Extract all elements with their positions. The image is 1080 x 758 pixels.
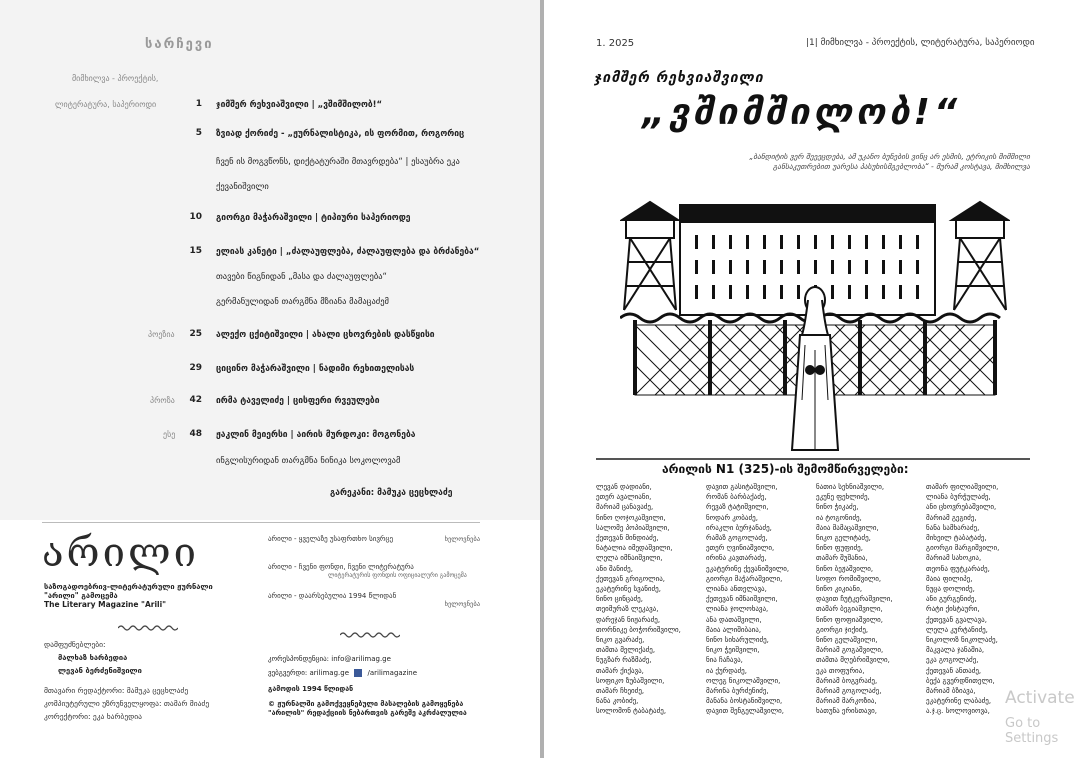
toc-page-number: 15 xyxy=(189,246,202,256)
donor-name: ირაკლი ბურჯანაძე, xyxy=(706,523,772,532)
donor-column xyxy=(706,482,789,717)
toc-title: სარჩევი xyxy=(145,37,214,52)
toc-entry-line[interactable]: ზვიად ქორიძე - „ჟურნალისტიკა, ის ფორმით, როგორიც xyxy=(216,129,465,139)
epigraph: „ბანდიტის ვერ შეეეცდება, ამ უკანო ბუნების ვინც არ ესმის, ეტრიკის შიმშილი განსაკუთრებით უარესა პასუხისმგებლობა“ - მურამ კოსტავა, მიმხილვა xyxy=(749,152,1030,171)
toc-entry-line[interactable]: გიორგი მაჭარაშვილი | ტიპიური საპერიოდე xyxy=(216,213,411,223)
donor-name: ეკა თოფურია, xyxy=(816,666,865,675)
donor-name: ლევან დადიანი, xyxy=(596,483,652,491)
donor-name: ლიანა ანთელავა, xyxy=(706,585,767,594)
donor-name: გიორგი მაჭარაშვილი, xyxy=(706,574,783,583)
donor-name: ნანა კობიძე, xyxy=(596,697,639,706)
donor-name: თორნიკე ბოჭორიშვილი, xyxy=(596,625,681,634)
donor-name: ქეთევან ანთაძე, xyxy=(926,666,982,675)
contact-title: არილი - დაარსებულია 1994 წლიდან xyxy=(268,592,397,600)
donor-name: ეკუნე ფეხლიძე, xyxy=(816,493,870,502)
donor-column xyxy=(816,482,893,717)
donor-name: დავით ჩუტკერაშვილი, xyxy=(816,595,893,604)
proof-line: კორექტორი: ეკა ხარბედია xyxy=(44,712,142,721)
donor-name: ნანა სამხარაძე, xyxy=(926,523,980,532)
right-page xyxy=(544,0,1080,758)
donor-name: მარინა ბურძენიძე, xyxy=(706,687,769,696)
description-en: The Literary Magazine "Arili" xyxy=(44,600,167,609)
donor-name: ნინო გელაშვილი, xyxy=(816,636,878,645)
issue-number: 1. 2025 xyxy=(596,38,635,49)
table-of-contents xyxy=(0,0,540,520)
donor-name: სოფო რომიშვილი, xyxy=(816,574,882,583)
donor-name: მანანა ბოსტანიშვილი, xyxy=(706,697,783,706)
toc-section-label: ლიტერატურა, საპერიოდი xyxy=(55,100,157,109)
donor-name: ნინო ღოჯოკაშვილი, xyxy=(596,513,666,522)
decorative-wave-icon xyxy=(340,631,400,639)
toc-page-number: 42 xyxy=(189,395,202,405)
magazine-logo: არილი xyxy=(42,530,199,576)
donor-name: ანა დათაშვილი, xyxy=(706,615,762,624)
donor-name: მარიამ ბზიავა, xyxy=(926,687,976,696)
windows-activation-watermark: Activate xyxy=(1005,688,1075,708)
toc-entry-line[interactable]: ჯიმშერ რეხვიაშვილი | „ვშიმშილობ!“ xyxy=(216,100,383,110)
donor-column xyxy=(596,482,681,717)
donor-name: ია ქურდაძე, xyxy=(706,666,747,675)
donor-name: მარიამ ბოგვრაძე, xyxy=(816,676,878,685)
magazine-description xyxy=(44,582,244,609)
donor-name: გიორგი ჯიქიძე, xyxy=(816,625,869,634)
contact-sub: ლიტერატურის ფონდის ოფიციალური გამოცემა xyxy=(328,572,467,579)
donor-name: ქეთევან იმნაიშვილი, xyxy=(706,595,778,604)
donor-name: ნინო ბეჟაშვილი, xyxy=(816,564,874,573)
editor-line: მთავარი რედაქტორი: მამუკა ცეცხლაძე xyxy=(44,686,189,695)
donor-name: თამარ ქიქავა, xyxy=(596,666,644,675)
donor-name: მარიამ სახოკია, xyxy=(926,554,982,563)
donor-name: ანი ცხოვრებაშვილი, xyxy=(926,503,997,512)
donor-name: თამთა მღებრიშვილი, xyxy=(816,656,890,665)
donor-name: ნიკო გვარაძე, xyxy=(596,636,645,645)
donor-name: სოფიკო ზუბაშვილი, xyxy=(596,676,665,685)
toc-entry-line[interactable]: ციცინო მაჭარაშვილი | ნადიმი რეხითელისას xyxy=(216,364,415,374)
donor-name: ნინო ცინცაძე, xyxy=(596,595,643,604)
donor-name: ნოდარ კობაძე, xyxy=(706,513,758,522)
donor-name: თამარ ფილიაშვილი, xyxy=(926,483,999,491)
donor-name: ანი გურგენიძე, xyxy=(926,595,977,604)
donor-name: ირინა კავთარაძე, xyxy=(706,554,767,563)
decorative-wave-icon xyxy=(118,624,178,632)
toc-entry-line[interactable]: ალექო ცქიტიშვილი | ახალი ცხოვრების დასწყისი xyxy=(216,330,435,340)
donor-name: ბექა გვერდწითელი, xyxy=(926,676,995,685)
donor-name: ნია ჩაჩავა, xyxy=(706,656,743,665)
donor-name: ნიკოლოზ ნიკოლაძე, xyxy=(926,636,998,645)
founders-label: დამფუძნებლები: xyxy=(44,640,106,649)
donor-name: ლელა იმნაიშვილი, xyxy=(596,554,663,563)
donor-name: ეკატერინე ლაბაძე, xyxy=(926,697,992,706)
donor-name: ნუცა დოლიძე, xyxy=(926,585,975,594)
toc-intro: მიმხილვა - პროექტის, xyxy=(72,74,159,83)
donor-name: მარიამ გოგაშვილი, xyxy=(816,646,884,655)
toc-section-label: ესე xyxy=(163,430,176,439)
donor-name: სალომე პოპიაშვილი, xyxy=(596,523,670,532)
windows-activation-watermark-sub: Go to Settings xyxy=(1005,716,1059,746)
donor-name: ნინო კიკიანი, xyxy=(816,585,863,594)
donor-column xyxy=(926,482,999,717)
toc-entry-line[interactable]: ელიას კანეტი | „ძალაუფლება, ძალაუფლება და ბრძანება“ xyxy=(216,247,480,257)
toc-page-number: 29 xyxy=(189,363,202,373)
donor-name: ეკატერინე ქევანიშვილი, xyxy=(706,564,790,573)
donor-name: ნიკო გელიტაძე, xyxy=(816,534,871,543)
donor-name: ია ტოგონიძე, xyxy=(816,513,862,522)
donor-name: ა.ჯ.ც. სოლოვიოვა, xyxy=(926,707,990,716)
donor-name: თეიმურაზ ლეკავა, xyxy=(596,605,659,614)
donor-name: თეონა ფუტკარაძე, xyxy=(926,564,990,573)
cover-art-credit: გარეკანი: მამუკა ცეცხლაძე xyxy=(330,488,453,498)
donor-name: ლელა კურტანიძე, xyxy=(926,625,988,634)
toc-entry-line: ჩვენ ის მოგვწონს, დიქტატურაში მთავრდება“ | ესაუბრა ეკა xyxy=(216,157,460,167)
donor-name: ლიანა ჯოლოხავა, xyxy=(706,605,769,614)
toc-entry-line[interactable]: ირმა ტაველიძე | ცისფერი რვეულები xyxy=(216,396,380,406)
donor-name: ეთერ ავალიანი, xyxy=(596,493,652,502)
donor-name: თამარ ჩხეიძე, xyxy=(596,687,645,696)
donor-name: რატი ქისტაური, xyxy=(926,605,980,614)
facebook-text[interactable]: /arilimagazine xyxy=(367,669,418,677)
toc-section-label: პროზა xyxy=(150,396,175,405)
founder-name: მალხაზ ხარბედია xyxy=(58,653,128,662)
contact-entry xyxy=(268,535,480,543)
divider xyxy=(596,458,1030,460)
donor-name: თამარ ბეგიაშვილი, xyxy=(816,605,883,614)
facebook-icon xyxy=(354,669,362,677)
donor-name: სოლომონ ტაბატაძე, xyxy=(596,707,667,716)
donor-name: ეკა გოგოლაძე, xyxy=(926,656,979,665)
donor-name: ქეთევან გვალავა, xyxy=(926,615,987,624)
donor-name: ნიკო ჭეიშვილი, xyxy=(706,646,760,655)
contact-title: არილი - ჩვენი ფონდი, ჩვენი ლიტერატურა xyxy=(268,563,414,571)
donor-name: მარიამ ცანავაძე, xyxy=(596,503,654,512)
donor-name: რევაზ ტატიშვილი, xyxy=(706,503,769,512)
website-text[interactable]: ვებგვერდი: arilimag.ge xyxy=(268,669,350,677)
rights-line: © ჟურნალში გამოქვეყნებული მასალების გამოყენება "არილის" რედაქციის ნებართვის გარეშე აკრძალულია xyxy=(268,700,467,717)
donor-name: ეკატერინე სვანიძე, xyxy=(596,585,661,594)
email-line[interactable]: კორესპონდენცია: info@arilimag.ge xyxy=(268,655,391,663)
donor-name: მაია ალიშიბაია, xyxy=(706,625,762,634)
founded-line: გამოდის 1994 წლიდან xyxy=(268,685,354,693)
divider xyxy=(42,522,480,523)
toc-page-number: 1 xyxy=(195,99,202,109)
donor-name: ნინო ჭიკაძე, xyxy=(816,503,859,512)
toc-entry-line: გერმანულიდან თარგმნა მზიანა მამაცაძემ xyxy=(216,297,390,307)
contact-entry xyxy=(268,592,480,608)
toc-page-number: 48 xyxy=(189,429,202,439)
toc-page-number: 25 xyxy=(189,329,202,339)
donor-name: ანი შანიძე, xyxy=(596,564,633,573)
donor-name: ნატალია იმედაშვილი, xyxy=(596,544,673,553)
donor-name: რამაზ გოგოლაძე, xyxy=(706,534,768,543)
donor-name: ეთერ ღვინიაშვილი, xyxy=(706,544,775,553)
founder-name: ლევან ბერძენიშვილი xyxy=(58,666,142,675)
donor-name: რომან ბარბაქაძე, xyxy=(706,493,767,502)
toc-entry-line[interactable]: ჟაკლინ მეიერსი | აირის მურდოკი: მოგონება xyxy=(216,430,416,440)
toc-section-label: პოეზია xyxy=(148,330,175,339)
donor-name: თამთა მელიქაძე, xyxy=(596,646,656,655)
donors-heading: არილის N1 (325)-ის შემომწირველები: xyxy=(662,462,909,476)
article-title: „ვშიმშილობ!“ xyxy=(642,92,962,133)
contact-title: არილი - ყველაზე უსაფრთხო სივრცე xyxy=(268,535,394,543)
donor-name: ლიანა ბურჭულაძე, xyxy=(926,493,991,502)
website-line[interactable] xyxy=(268,669,417,677)
donor-name: ნინო ფოფიაშვილი, xyxy=(816,615,884,624)
donor-name: გიორგი მარგიშვილი, xyxy=(926,544,1000,553)
donor-name: ნინო სიხარულიძე, xyxy=(706,636,769,645)
donor-name: მაკვალა ჯანაშია, xyxy=(926,646,985,655)
donor-name: ქეთევან მინდიაძე, xyxy=(596,534,659,543)
toc-entry-line: თავები წიგნიდან „მასა და ძალაუფლება“ xyxy=(216,272,387,282)
donor-name: მიხეილ ტაბატაძე, xyxy=(926,534,987,543)
donor-name: მარიამ მარკოზია, xyxy=(816,697,877,706)
toc-page-number: 10 xyxy=(189,212,202,222)
article-author: ჯიმშერ რეხვიაშვილი xyxy=(594,70,764,86)
donor-name: მაია ფილიპე, xyxy=(926,574,973,583)
donor-name: დარეჯან ნიჟარაძე, xyxy=(596,615,661,624)
toc-entry-line: ქევანიშვილი xyxy=(216,182,269,192)
design-line: კომპიუტერული უზრუნველყოფა: თამარ მიაძე xyxy=(44,699,210,708)
prison-illustration xyxy=(620,200,1010,455)
donor-name: მარიამ გოგოლაძე, xyxy=(816,687,882,696)
contact-right: ხელოვნება xyxy=(444,535,480,543)
donor-name: დავით შენგელაშვილი, xyxy=(706,707,784,716)
donor-name: თამარ შუშანია, xyxy=(816,554,868,563)
donor-name: ოლეგ ნიკოლაშვილი, xyxy=(706,676,781,685)
donor-name: ქეთევან გრიგოლია, xyxy=(596,574,666,583)
donor-name: მაია მამაცაშვილი, xyxy=(816,523,879,532)
donor-name: მარიამ გეგიძე, xyxy=(926,513,977,522)
donor-name: ნათია სეხნიაშვილი, xyxy=(816,483,885,491)
toc-entry-line: ინგლისურიდან თარგმნა ნინიკა სოკოლოვამ xyxy=(216,456,401,466)
donor-name: ნუგზარ რაზმაძე, xyxy=(596,656,652,665)
donor-name: ხათუნა ერისთავი, xyxy=(816,707,877,716)
donor-name: დავით გასიტაშვილი, xyxy=(706,483,778,491)
description-ge: საზოგადოებრივ-ლიტერატურული ჟურნალი "არილი" გამოცემა xyxy=(44,582,213,600)
contact-entry xyxy=(268,563,480,579)
donor-name: ნინო ფუფიძე, xyxy=(816,544,863,553)
toc-page-number: 5 xyxy=(195,128,202,138)
contact-right: ხელოვნება xyxy=(444,600,480,608)
running-header: |1| მიმხილვა - პროექტის, ლიტერატურა, საპერიოდი xyxy=(806,38,1035,48)
